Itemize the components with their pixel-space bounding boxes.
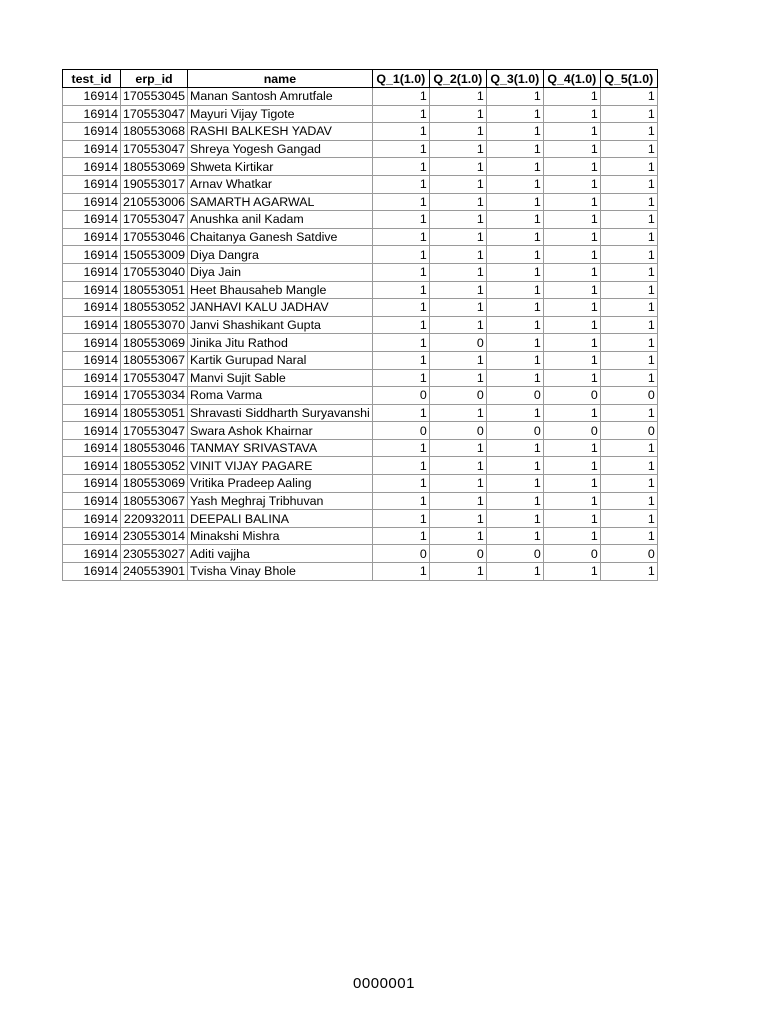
q3-cell: 1 (486, 457, 543, 475)
test-id-cell: 16914 (63, 334, 121, 352)
table-row (63, 175, 658, 193)
q2-cell: 0 (429, 422, 486, 440)
erp-id-cell: 180553046 (121, 439, 188, 457)
name-cell: Diya Jain (188, 263, 373, 281)
erp-id-cell: 170553034 (121, 387, 188, 405)
q2-cell: 1 (429, 439, 486, 457)
erp-id-cell: 150553009 (121, 246, 188, 264)
q2-cell: 1 (429, 158, 486, 176)
erp-id-cell: 180553051 (121, 404, 188, 422)
name-cell: Janvi Shashikant Gupta (188, 316, 373, 334)
q1-cell: 1 (372, 351, 429, 369)
q4-cell: 1 (543, 193, 600, 211)
erp-id-cell: 180553069 (121, 475, 188, 493)
q3-cell: 1 (486, 334, 543, 352)
q4-cell: 1 (543, 510, 600, 528)
q2-cell: 1 (429, 404, 486, 422)
test-id-cell: 16914 (63, 492, 121, 510)
q5-cell: 1 (600, 228, 657, 246)
q1-cell: 1 (372, 457, 429, 475)
q5-cell: 1 (600, 316, 657, 334)
erp-id-cell: 180553067 (121, 351, 188, 369)
name-cell: Manvi Sujit Sable (188, 369, 373, 387)
q4-cell: 1 (543, 457, 600, 475)
table-row (63, 334, 658, 352)
q2-cell: 1 (429, 510, 486, 528)
q2-cell: 1 (429, 563, 486, 581)
erp-id-cell: 180553069 (121, 334, 188, 352)
q4-cell: 1 (543, 439, 600, 457)
test-id-cell: 16914 (63, 387, 121, 405)
test-id-cell: 16914 (63, 175, 121, 193)
q1-cell: 1 (372, 475, 429, 493)
name-cell: RASHI BALKESH YADAV (188, 123, 373, 141)
q3-cell: 1 (486, 175, 543, 193)
q5-cell: 1 (600, 563, 657, 581)
name-cell: SAMARTH AGARWAL (188, 193, 373, 211)
table-row (63, 439, 658, 457)
q5-cell: 1 (600, 175, 657, 193)
erp-id-cell: 180553052 (121, 457, 188, 475)
q4-cell: 1 (543, 404, 600, 422)
table-row (63, 563, 658, 581)
name-cell: Mayuri Vijay Tigote (188, 105, 373, 123)
erp-id-cell: 230553014 (121, 527, 188, 545)
q3-cell: 1 (486, 228, 543, 246)
table-row (63, 228, 658, 246)
q5-cell: 1 (600, 492, 657, 510)
page-number: 0000001 (353, 975, 415, 992)
q5-cell: 1 (600, 351, 657, 369)
q2-cell: 1 (429, 299, 486, 317)
erp-id-cell: 170553045 (121, 88, 188, 106)
q3-cell: 1 (486, 281, 543, 299)
test-id-cell: 16914 (63, 140, 121, 158)
erp-id-cell: 180553070 (121, 316, 188, 334)
q2-cell: 1 (429, 211, 486, 229)
q1-cell: 1 (372, 211, 429, 229)
q4-cell: 1 (543, 123, 600, 141)
name-cell: VINIT VIJAY PAGARE (188, 457, 373, 475)
test-id-cell: 16914 (63, 105, 121, 123)
q4-cell: 0 (543, 387, 600, 405)
q3-cell: 1 (486, 105, 543, 123)
name-cell: Jinika Jitu Rathod (188, 334, 373, 352)
header-name: name (188, 70, 373, 88)
name-cell: Swara Ashok Khairnar (188, 422, 373, 440)
test-id-cell: 16914 (63, 422, 121, 440)
test-id-cell: 16914 (63, 369, 121, 387)
q3-cell: 1 (486, 475, 543, 493)
q2-cell: 1 (429, 457, 486, 475)
q4-cell: 1 (543, 175, 600, 193)
q5-cell: 1 (600, 510, 657, 528)
q3-cell: 1 (486, 211, 543, 229)
erp-id-cell: 180553051 (121, 281, 188, 299)
q2-cell: 0 (429, 387, 486, 405)
header-q2: Q_2(1.0) (429, 70, 486, 88)
erp-id-cell: 170553040 (121, 263, 188, 281)
q5-cell: 1 (600, 527, 657, 545)
q5-cell: 1 (600, 404, 657, 422)
q5-cell: 1 (600, 263, 657, 281)
erp-id-cell: 180553052 (121, 299, 188, 317)
test-id-cell: 16914 (63, 228, 121, 246)
name-cell: Shreya Yogesh Gangad (188, 140, 373, 158)
test-id-cell: 16914 (63, 88, 121, 106)
q5-cell: 1 (600, 105, 657, 123)
q2-cell: 1 (429, 263, 486, 281)
test-id-cell: 16914 (63, 211, 121, 229)
q2-cell: 0 (429, 334, 486, 352)
table-row (63, 369, 658, 387)
q2-cell: 1 (429, 228, 486, 246)
q4-cell: 0 (543, 422, 600, 440)
q1-cell: 1 (372, 263, 429, 281)
q2-cell: 1 (429, 140, 486, 158)
q4-cell: 1 (543, 246, 600, 264)
q2-cell: 0 (429, 545, 486, 563)
test-id-cell: 16914 (63, 281, 121, 299)
q2-cell: 1 (429, 281, 486, 299)
table-row (63, 88, 658, 106)
q5-cell: 1 (600, 475, 657, 493)
table-row (63, 123, 658, 141)
q2-cell: 1 (429, 316, 486, 334)
q3-cell: 1 (486, 369, 543, 387)
q3-cell: 1 (486, 510, 543, 528)
q3-cell: 1 (486, 263, 543, 281)
test-id-cell: 16914 (63, 527, 121, 545)
name-cell: Shravasti Siddharth Suryavanshi (188, 404, 373, 422)
test-id-cell: 16914 (63, 193, 121, 211)
table-row (63, 281, 658, 299)
q2-cell: 1 (429, 193, 486, 211)
header-q5: Q_5(1.0) (600, 70, 657, 88)
q5-cell: 1 (600, 88, 657, 106)
name-cell: Yash Meghraj Tribhuvan (188, 492, 373, 510)
test-id-cell: 16914 (63, 316, 121, 334)
erp-id-cell: 170553047 (121, 105, 188, 123)
q4-cell: 0 (543, 545, 600, 563)
q5-cell: 1 (600, 369, 657, 387)
q4-cell: 1 (543, 228, 600, 246)
q2-cell: 1 (429, 527, 486, 545)
q3-cell: 1 (486, 316, 543, 334)
header-erp-id: erp_id (121, 70, 188, 88)
test-id-cell: 16914 (63, 439, 121, 457)
q2-cell: 1 (429, 105, 486, 123)
erp-id-cell: 180553069 (121, 158, 188, 176)
header-test-id: test_id (63, 70, 121, 88)
q5-cell: 1 (600, 123, 657, 141)
table-row (63, 527, 658, 545)
q1-cell: 1 (372, 527, 429, 545)
test-id-cell: 16914 (63, 563, 121, 581)
q1-cell: 1 (372, 228, 429, 246)
erp-id-cell: 170553047 (121, 422, 188, 440)
q4-cell: 1 (543, 527, 600, 545)
q5-cell: 1 (600, 281, 657, 299)
name-cell: Aditi vajjha (188, 545, 373, 563)
q3-cell: 1 (486, 492, 543, 510)
q1-cell: 1 (372, 510, 429, 528)
q3-cell: 1 (486, 246, 543, 264)
erp-id-cell: 170553047 (121, 140, 188, 158)
q4-cell: 1 (543, 351, 600, 369)
table-row (63, 545, 658, 563)
test-id-cell: 16914 (63, 299, 121, 317)
test-id-cell: 16914 (63, 510, 121, 528)
table-row (63, 387, 658, 405)
test-id-cell: 16914 (63, 246, 121, 264)
q3-cell: 1 (486, 158, 543, 176)
q4-cell: 1 (543, 334, 600, 352)
table-body (63, 88, 658, 581)
q3-cell: 0 (486, 545, 543, 563)
q3-cell: 1 (486, 439, 543, 457)
erp-id-cell: 170553047 (121, 369, 188, 387)
q2-cell: 1 (429, 369, 486, 387)
q3-cell: 1 (486, 123, 543, 141)
q2-cell: 1 (429, 351, 486, 369)
name-cell: Heet Bhausaheb Mangle (188, 281, 373, 299)
table-row (63, 457, 658, 475)
q4-cell: 1 (543, 158, 600, 176)
q2-cell: 1 (429, 475, 486, 493)
q2-cell: 1 (429, 175, 486, 193)
q5-cell: 1 (600, 246, 657, 264)
q4-cell: 1 (543, 211, 600, 229)
q1-cell: 1 (372, 439, 429, 457)
name-cell: Chaitanya Ganesh Satdive (188, 228, 373, 246)
q4-cell: 1 (543, 88, 600, 106)
q1-cell: 1 (372, 193, 429, 211)
q4-cell: 1 (543, 140, 600, 158)
header-q4: Q_4(1.0) (543, 70, 600, 88)
test-id-cell: 16914 (63, 475, 121, 493)
table-row (63, 316, 658, 334)
name-cell: Shweta Kirtikar (188, 158, 373, 176)
q1-cell: 0 (372, 545, 429, 563)
test-id-cell: 16914 (63, 457, 121, 475)
q4-cell: 1 (543, 281, 600, 299)
table-row (63, 158, 658, 176)
q5-cell: 1 (600, 457, 657, 475)
name-cell: TANMAY SRIVASTAVA (188, 439, 373, 457)
q5-cell: 1 (600, 140, 657, 158)
erp-id-cell: 170553046 (121, 228, 188, 246)
q1-cell: 1 (372, 175, 429, 193)
q1-cell: 1 (372, 281, 429, 299)
name-cell: JANHAVI KALU JADHAV (188, 299, 373, 317)
q4-cell: 1 (543, 316, 600, 334)
q1-cell: 1 (372, 492, 429, 510)
erp-id-cell: 190553017 (121, 175, 188, 193)
name-cell: Tvisha Vinay Bhole (188, 563, 373, 581)
header-q1: Q_1(1.0) (372, 70, 429, 88)
erp-id-cell: 170553047 (121, 211, 188, 229)
erp-id-cell: 230553027 (121, 545, 188, 563)
erp-id-cell: 220932011 (121, 510, 188, 528)
test-id-cell: 16914 (63, 351, 121, 369)
q3-cell: 1 (486, 351, 543, 369)
q2-cell: 1 (429, 246, 486, 264)
q5-cell: 0 (600, 545, 657, 563)
name-cell: Diya Dangra (188, 246, 373, 264)
q1-cell: 0 (372, 387, 429, 405)
name-cell: Vritika Pradeep Aaling (188, 475, 373, 493)
q3-cell: 1 (486, 88, 543, 106)
name-cell: Roma Varma (188, 387, 373, 405)
q5-cell: 1 (600, 299, 657, 317)
name-cell: Minakshi Mishra (188, 527, 373, 545)
q1-cell: 1 (372, 246, 429, 264)
q4-cell: 1 (543, 475, 600, 493)
table-row (63, 211, 658, 229)
q2-cell: 1 (429, 123, 486, 141)
table-row (63, 140, 658, 158)
q1-cell: 1 (372, 105, 429, 123)
table-row (63, 492, 658, 510)
q4-cell: 1 (543, 105, 600, 123)
q1-cell: 1 (372, 563, 429, 581)
test-id-cell: 16914 (63, 545, 121, 563)
q1-cell: 1 (372, 316, 429, 334)
q1-cell: 1 (372, 334, 429, 352)
table-row (63, 105, 658, 123)
q4-cell: 1 (543, 263, 600, 281)
table-row (63, 246, 658, 264)
q5-cell: 1 (600, 439, 657, 457)
q1-cell: 1 (372, 369, 429, 387)
q1-cell: 0 (372, 422, 429, 440)
q4-cell: 1 (543, 492, 600, 510)
q1-cell: 1 (372, 404, 429, 422)
table-row (63, 475, 658, 493)
test-id-cell: 16914 (63, 263, 121, 281)
header-row (63, 70, 658, 88)
q1-cell: 1 (372, 158, 429, 176)
q1-cell: 1 (372, 299, 429, 317)
q2-cell: 1 (429, 492, 486, 510)
table-row (63, 193, 658, 211)
q1-cell: 1 (372, 88, 429, 106)
q5-cell: 0 (600, 422, 657, 440)
results-table (62, 69, 658, 581)
header-q3: Q_3(1.0) (486, 70, 543, 88)
name-cell: Manan Santosh Amrutfale (188, 88, 373, 106)
q3-cell: 1 (486, 563, 543, 581)
q3-cell: 1 (486, 404, 543, 422)
q5-cell: 1 (600, 211, 657, 229)
table-row (63, 263, 658, 281)
table-row (63, 299, 658, 317)
name-cell: Arnav Whatkar (188, 175, 373, 193)
name-cell: Kartik Gurupad Naral (188, 351, 373, 369)
erp-id-cell: 210553006 (121, 193, 188, 211)
erp-id-cell: 240553901 (121, 563, 188, 581)
erp-id-cell: 180553067 (121, 492, 188, 510)
q3-cell: 0 (486, 387, 543, 405)
q3-cell: 0 (486, 422, 543, 440)
q1-cell: 1 (372, 123, 429, 141)
q5-cell: 0 (600, 387, 657, 405)
name-cell: Anushka anil Kadam (188, 211, 373, 229)
test-id-cell: 16914 (63, 158, 121, 176)
q4-cell: 1 (543, 369, 600, 387)
test-id-cell: 16914 (63, 123, 121, 141)
q3-cell: 1 (486, 299, 543, 317)
q4-cell: 1 (543, 299, 600, 317)
q5-cell: 1 (600, 193, 657, 211)
q3-cell: 1 (486, 527, 543, 545)
q3-cell: 1 (486, 193, 543, 211)
q2-cell: 1 (429, 88, 486, 106)
q1-cell: 1 (372, 140, 429, 158)
table-row (63, 510, 658, 528)
name-cell: DEEPALI BALINA (188, 510, 373, 528)
erp-id-cell: 180553068 (121, 123, 188, 141)
table-row (63, 422, 658, 440)
q3-cell: 1 (486, 140, 543, 158)
q5-cell: 1 (600, 334, 657, 352)
table-row (63, 404, 658, 422)
q5-cell: 1 (600, 158, 657, 176)
q4-cell: 1 (543, 563, 600, 581)
table-row (63, 351, 658, 369)
test-id-cell: 16914 (63, 404, 121, 422)
